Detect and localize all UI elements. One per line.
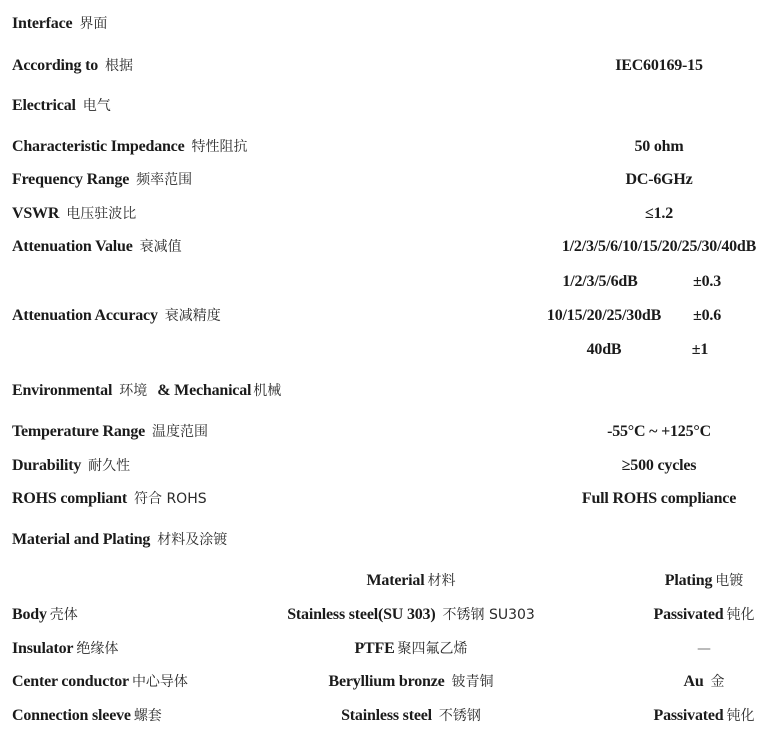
table-row-connection-sleeve-part <box>12 706 162 726</box>
material-value-cn: 聚四氟乙烯 <box>397 641 468 657</box>
electrical-en: Electrical <box>12 97 76 114</box>
plating-value-en: Passivated <box>653 606 724 623</box>
material-value-en: Stainless steel <box>341 707 432 724</box>
impedance-cn: 特性阻抗 <box>191 139 248 155</box>
material-value-cn: 铍青铜 <box>451 674 494 690</box>
electrical-heading <box>12 96 111 116</box>
table-row-center-conductor-material <box>328 672 493 692</box>
rohs-cn: 符合 ROHS <box>134 491 207 507</box>
table-row-connection-sleeve-plating <box>653 706 754 726</box>
temperature-cn: 温度范围 <box>152 424 209 440</box>
rohs-en: ROHS compliant <box>12 490 127 507</box>
environmental-cn: 环境 <box>119 383 148 399</box>
accuracy-tol-1: ±0.3 <box>693 273 721 290</box>
impedance-en: Characteristic Impedance <box>12 138 185 155</box>
part-cn: 螺套 <box>133 708 162 724</box>
vswr-cn: 电压驻波比 <box>66 206 137 222</box>
environmental-en: Environmental <box>12 382 113 399</box>
durability-label <box>12 456 130 476</box>
mechanical-en: & Mechanical <box>157 382 252 399</box>
table-row-body-plating <box>653 605 754 625</box>
durability-cn: 耐久性 <box>88 458 131 474</box>
temperature-en: Temperature Range <box>12 423 146 440</box>
environmental-heading <box>12 381 281 401</box>
attenuation-value-en: Attenuation Value <box>12 238 133 255</box>
table-row-insulator-material <box>354 639 467 659</box>
material-value-en: Stainless steel(SU 303) <box>287 606 436 623</box>
temperature-label <box>12 422 208 442</box>
material-en: Material and Plating <box>12 531 151 548</box>
attenuation-accuracy-label <box>12 306 221 326</box>
plating-value-cn: 钝化 <box>726 708 755 724</box>
rohs-value: Full ROHS compliance <box>581 490 737 507</box>
impedance-label <box>12 137 248 157</box>
attenuation-accuracy-cn: 衰减精度 <box>164 308 221 324</box>
part-cn: 壳体 <box>49 607 78 623</box>
attenuation-value-cn: 衰减值 <box>139 239 182 255</box>
temperature-value: -55°C ~ +125°C <box>607 423 711 440</box>
plating-value-en: Passivated <box>653 707 724 724</box>
interface-label <box>12 14 107 34</box>
accuracy-range-3: 40dB <box>586 341 622 358</box>
frequency-value: DC-6GHz <box>625 171 693 188</box>
table-row-connection-sleeve-material <box>341 706 481 726</box>
part-cn: 中心导体 <box>131 674 188 690</box>
part-en: Insulator <box>12 640 74 657</box>
material-value-cn: 不锈钢 SU303 <box>442 607 535 623</box>
column-material-header <box>367 571 456 591</box>
table-row-center-conductor-part <box>12 672 188 692</box>
material-value-en: Beryllium bronze <box>328 673 445 690</box>
attenuation-value-label <box>12 237 182 257</box>
table-row-insulator-part <box>12 639 118 659</box>
rohs-label <box>12 489 207 509</box>
plating-value-cn: 金 <box>710 674 725 690</box>
plating-value-en: Au <box>683 673 704 690</box>
frequency-en: Frequency Range <box>12 171 130 188</box>
material-value-cn: 不锈钢 <box>438 708 481 724</box>
column-plating-header <box>665 571 744 591</box>
interface-en: Interface <box>12 15 73 32</box>
vswr-en: VSWR <box>12 205 60 222</box>
table-row-body-material <box>287 605 535 625</box>
part-en: Connection sleeve <box>12 707 131 724</box>
vswr-value: ≤1.2 <box>645 205 673 222</box>
material-heading <box>12 530 227 550</box>
interface-cn: 界面 <box>79 16 108 32</box>
according-to-en: According to <box>12 57 99 74</box>
according-to-cn: 根据 <box>105 58 134 74</box>
vswr-label <box>12 204 136 224</box>
table-row-body-part <box>12 605 78 625</box>
part-cn: 绝缘体 <box>76 641 119 657</box>
according-to-value: IEC60169-15 <box>615 57 703 74</box>
frequency-label <box>12 170 192 190</box>
part-en: Center conductor <box>12 673 129 690</box>
accuracy-tol-2: ±0.6 <box>693 307 721 324</box>
attenuation-value-value: 1/2/3/5/6/10/15/20/25/30/40dB <box>561 238 757 255</box>
accuracy-tol-3: ±1 <box>691 341 709 358</box>
electrical-cn: 电气 <box>82 98 111 114</box>
impedance-value: 50 ohm <box>634 138 684 155</box>
according-to-label <box>12 56 133 76</box>
durability-value: ≥500 cycles <box>621 457 697 474</box>
table-row-insulator-plating: — <box>697 641 711 657</box>
attenuation-accuracy-en: Attenuation Accuracy <box>12 307 158 324</box>
accuracy-range-2: 10/15/20/25/30dB <box>546 307 662 324</box>
column-plating-cn: 电镀 <box>715 573 744 589</box>
mechanical-cn: 机械 <box>253 383 282 399</box>
column-material-cn: 材料 <box>427 573 456 589</box>
table-row-center-conductor-plating <box>683 672 724 692</box>
column-material-en: Material <box>366 572 425 589</box>
durability-en: Durability <box>12 457 82 474</box>
column-plating-en: Plating <box>664 572 713 589</box>
plating-value-cn: 钝化 <box>726 607 755 623</box>
frequency-cn: 频率范围 <box>136 172 193 188</box>
accuracy-range-1: 1/2/3/5/6dB <box>562 273 638 290</box>
material-cn: 材料及涂镀 <box>157 532 228 548</box>
part-en: Body <box>12 606 47 623</box>
material-value-en: PTFE <box>354 640 395 657</box>
